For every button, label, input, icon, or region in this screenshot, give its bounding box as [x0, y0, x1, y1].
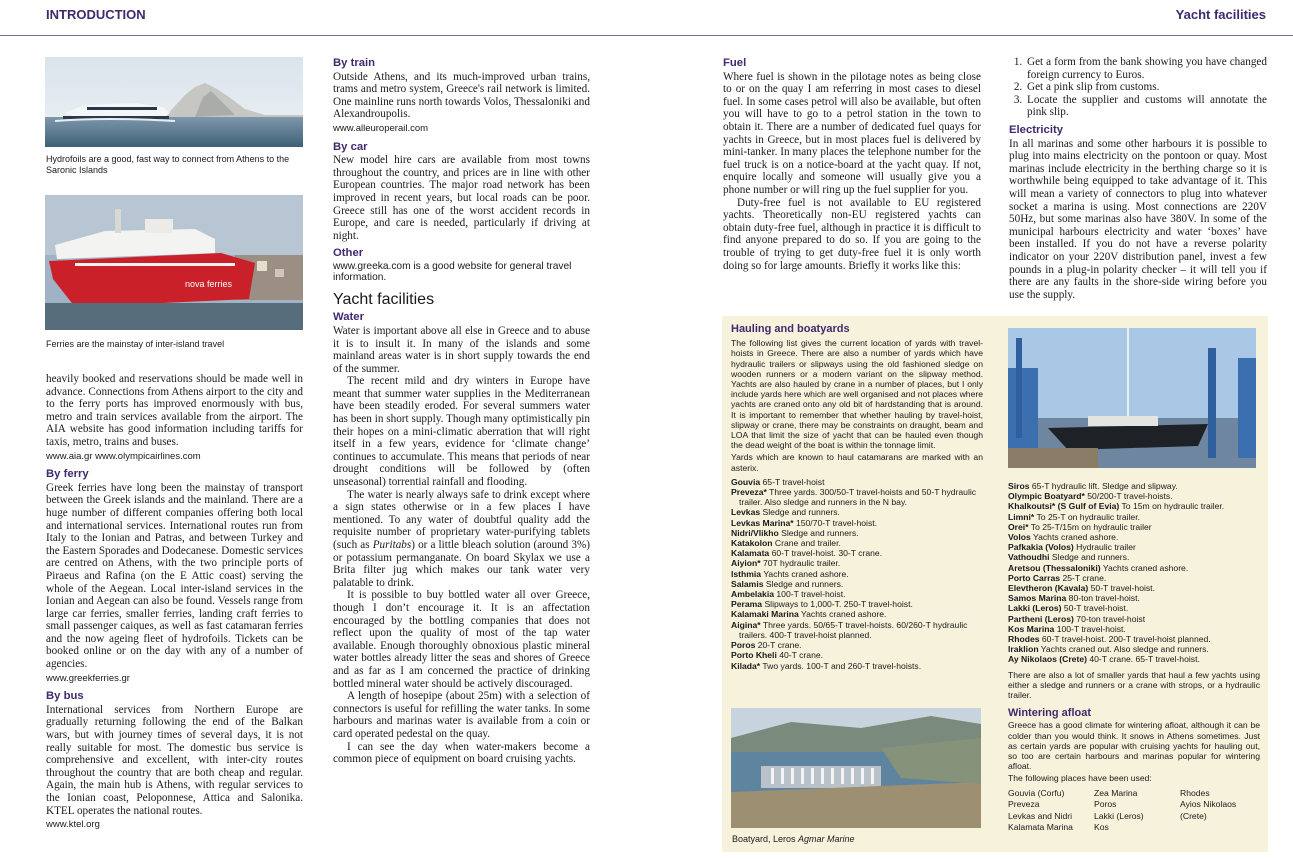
list-item: Preveza* Three yards. 300/50-T travel-hoists and 50-T hydraulic trailer. Also sledge and runners in the N bay. — [731, 487, 977, 508]
list-item: Khalkoutsi* (S Gulf of Evia) To 15m on hydraulic trailer. — [1008, 501, 1225, 512]
yard-list-right — [1008, 481, 1260, 665]
list-item: Levkas Sledge and runners. — [731, 507, 840, 518]
fuel-paragraph-1: Where fuel is shown in the pilotage notes as being close to or on the quay I am referring in most cases to diesel fuel. In some cases petrol will also be available, but often you will have to go to a petrol station in the town to obtain it. There are a number of dedicated fuel quays for yachts in Greece, but in most places fuel is delivered by mini-tanker. In many places the telephone number for the fuel truck is on a notice-board at the yacht quay. If not, enquire locally and someone will usually give you a phone number or will ring up the fuel supplier for you. — [723, 70, 981, 196]
box-right-column — [1008, 481, 1260, 834]
list-item: Olympic Boatyard* 50/200-T travel-hoists. — [1008, 491, 1173, 502]
bus-paragraph: International services from Northern Europe are gradually returning following the end of the Balkan wars, but with journey times of several days, it is not really suitable for most. The domestic bus service is comprehensive and excellent, with inter-city routes throughout the country that are both cheap and regular. Again, the main hub is Athens, with regular services to the Ionian coast, Peloponnese, Attica and Salonika. KTEL operates the national routes. — [46, 703, 303, 817]
smaller-yards-note: There are also a lot of smaller yards that haul a few yachts using either a sledge and runners or a crane with strops, or a hydraulic trailer. — [1008, 669, 1260, 701]
yard-list-left — [731, 477, 983, 671]
list-item: Nidri/Vlikho Sledge and runners. — [731, 527, 859, 538]
water-paragraph-3: The water is nearly always safe to drink except where a sign states otherwise or in a few places I have mentioned. To any water of doubtful quality add the requisite number of proprietary water-purifying tablets (such as Puritabs) or a little bleach solution (around 3%) or potassium permanganate. On board Skylax we use a Brita filter jug which makes our tank water very palatable to drink. — [333, 488, 590, 589]
list-item: Zea Marina — [1094, 787, 1138, 798]
ferry-link[interactable]: www.greekferries.gr — [46, 672, 130, 684]
list-item: Siros 65-T hydraulic lift. Sledge and slipway. — [1008, 481, 1178, 491]
list-item: Rhodes 60-T travel-hoist. 200-T travel-hoist planned. — [1008, 634, 1211, 645]
list-item: Rhodes — [1180, 787, 1210, 798]
column-4 — [1009, 56, 1267, 301]
fuel-paragraph-2: Duty-free fuel is not available to EU registered yachts. Theoretically non-EU registered yachts can obtain duty-free fuel, although in practice it is difficult to find anyone prepared to do so. If you are going to the trouble of trying to get duty-free fuel it is only worth doing so for large amounts. Briefly it works like this: — [723, 196, 981, 272]
other-heading: Other — [333, 247, 364, 260]
list-item: Orei* To 25-T/15m on hydraulic trailer — [1008, 521, 1152, 532]
boatyard-caption: Boatyard, Leros Agmar Marine — [732, 834, 855, 844]
train-link[interactable]: www.alleuroperail.com — [333, 122, 429, 134]
fuel-heading: Fuel — [723, 57, 747, 69]
train-paragraph: Outside Athens, and its much-improved urban trains, trams and metro system, Greece's rail network is limited. One mainline runs north towards Volos, Thessaloniki and Alexandroupolis. — [333, 70, 590, 121]
ferry-heading: By ferry — [46, 468, 89, 481]
list-item: Levkas Marina* 150/70-T travel-hoist. — [731, 517, 878, 528]
ferry-photo — [45, 195, 303, 330]
list-item: Porto Carras 25-T crane. — [1008, 572, 1107, 583]
water-paragraph-4: It is possible to buy bottled water all over Greece, though I don’t encourage it. It is an affectation encouraged by the bottling companies that does not reflect upon the quality of most of the tap water available. Enough thoroughly obnoxious plastic mineral water bottles already litter the seas and shores of Greece and as far as I am concerned the practice of drinking bottled mineral water should be actively discouraged. — [333, 589, 590, 690]
running-header-right: Yacht facilities — [1175, 7, 1266, 22]
list-item: Ay Nikolaos (Crete) 40-T crane. 65-T travel-hoist. — [1008, 654, 1200, 665]
list-item: Salamis Sledge and runners. — [731, 578, 844, 589]
car-paragraph: New model hire cars are available from most towns throughout the country, and prices are in line with other European countries. The major road network has been improved in recent years, but local roads can be poor. Greece still has one of the worst accident records in Europe, and care is needed, particularly if driving at night. — [333, 154, 590, 242]
list-item: Porto Kheli 40-T crane. — [731, 650, 824, 661]
wintering-places — [1008, 788, 1260, 834]
boatyard-leros-photo — [731, 708, 981, 828]
column-1 — [46, 373, 303, 836]
list-item: Aretsou (Thessaloniki) Yachts craned ashore. — [1008, 562, 1189, 573]
airport-paragraph: heavily booked and reservations should be made well in advance. Connections from Athens airport to the city and to the ferry ports has improved enormously with bus, metro and train services available from the airport. The AIA website has good information including tariffs for taxis, metro, trains and buses. — [46, 373, 303, 448]
water-paragraph-2: The recent mild and dry winters in Europe have meant that summer water supplies in the Mediterranean have been steadily eroded. For several summers water has been in short supply. Though many optimistically pin their hopes on a mini-climatic aberration that will right itself in a few years, evidence for ‘climate change’ continues to accumulate. This means that periods of near drought conditions will be followed by (often unseasonal) torrential rainfall and flooding. — [333, 375, 590, 489]
wintering-heading: Wintering afloat — [1008, 707, 1092, 720]
water-paragraph-1: Water is important above all else in Greece and to abuse it is to insult it. In many of the islands and some mainland areas water is in short supply towards the end of the summer. — [333, 324, 590, 375]
ferry-caption: Ferries are the mainstay of inter-island travel — [46, 339, 225, 349]
water-paragraph-5: A length of hosepipe (about 25m) with a selection of connectors is useful for refilling the water tanks. In some harbours and marinas water is available from a coin or card operated pedestal on the quay. — [333, 690, 590, 740]
other-paragraph: www.greeka.com is a good website for general travel information. — [333, 260, 572, 284]
list-item: Iraklion Yachts craned out. Also sledge and runners. — [1008, 644, 1209, 655]
list-item: Pafkakia (Volos) Hydraulic trailer — [1008, 542, 1136, 553]
ferry-hull-text: nova ferries — [185, 279, 233, 289]
list-item: Lakki (Leros) 50-T travel-hoist. — [1008, 603, 1129, 614]
car-heading: By car — [333, 140, 368, 153]
bus-heading: By bus — [46, 690, 84, 703]
list-item: Katakolon Crane and trailer. — [731, 538, 841, 549]
running-header-left: INTRODUCTION — [46, 7, 146, 22]
list-item: Perama Slipways to 1,000-T. 250-T travel-hoist. — [731, 599, 913, 610]
list-item: Isthmia Yachts craned ashore. — [731, 568, 849, 579]
list-item: Levkas and Nidri — [1008, 810, 1073, 821]
list-item: Preveza — [1008, 799, 1040, 810]
wintering-intro: The following places have been used: — [1008, 773, 1152, 784]
list-item: Samos Marina 80-ton travel-hoist. — [1008, 593, 1140, 604]
electricity-heading: Electricity — [1009, 123, 1064, 136]
list-item: Poros 20-T crane. — [731, 640, 802, 651]
step-item: 3. Locate the supplier and customs will annotate the pink slip. — [1025, 94, 1267, 119]
list-item: Aiyion* 70T hydraulic trailer. — [731, 558, 841, 569]
hauling-heading: Hauling and boatyards — [731, 323, 850, 335]
step-item: 2. Get a pink slip from customs. — [1025, 81, 1267, 94]
list-item: Kalamaki Marina Yachts craned ashore. — [731, 609, 887, 620]
electricity-paragraph: In all marinas and some other harbours it is possible to plug into mains electricity on the pontoon or quay. Most marinas include electricity in the berthing charge so it is worthwhile being equipped to take advantage of it. This will mean a variety of connectors to plug into whatever socket a marina is using. Most connections are 220V 50Hz, but some marinas also have 380V. In some of the municipal harbours electricity and water ‘boxes’ have been installed. If you do not have a reverse polarity indicator on your 220V distribution panel, invest a few pounds in a plug-in polarity checker – it will tell you if there are any faults in the shore-side wiring before you use the supply. — [1009, 137, 1267, 301]
hauling-intro: The following list gives the current location of yards with travel-hoists in Greece. There are also a number of yards which have hydraulic trailers or slipways using the old fashioned sledge on wooden runners or a modern variant on the slipway method. Yachts are also hauled by crane in a number of places, but I only include yards here which are well organised and not places where yachts are craned onto any old bit of hardstanding that is around. It is important to remember that whether hauling by travel-hoist, slipway or crane, there may be constraints on draught, beam and LOA that limit the size of yacht that can be hauled even though the dead weight of the boat is within the tonnage limit. — [731, 338, 983, 451]
water-paragraph-6: I can see the day when water-makers become a common piece of equipment on board cruising yachts. — [333, 740, 590, 766]
ferry-paragraph: Greek ferries have long been the mainstay of transport between the Greek islands and the mainland. There are a huge number of different companies offering both local and international services. International routes run from Italy to the Ionian and Patras, and between Turkey and the Eastern Sporades and Dodecanese. Domestic services are centred on Athens, with the two principle ports of Piraeus and Rafina (on the E Attic coast) serving the whole of the Aegean. Local inter-island services in the Ionian and Aegean can also be found. Vessels range from large car ferries, smaller ferries, landing craft ferries to small passenger caiques, as well as fast catamaran ferries and the now ageing fleet of hydrofoils. Tickets can be booked online or on the day with any of a number of agencies. — [46, 481, 303, 671]
list-item: Gouvia (Corfu) — [1008, 787, 1065, 798]
list-item: (Crete) — [1180, 810, 1207, 821]
header-rule — [0, 35, 1293, 36]
catamaran-note: Yards which are known to haul catamarans are marked with an asterix. — [731, 452, 983, 473]
hauling-boatyards-box — [722, 316, 1268, 852]
duty-free-steps — [1025, 56, 1267, 119]
list-item: Gouvia 65-T travel-hoist — [731, 476, 825, 487]
list-item: Kalamata Marina — [1008, 822, 1073, 833]
list-item: Kos — [1094, 822, 1109, 833]
list-item: Vathoudhi Sledge and runners. — [1008, 552, 1130, 563]
train-heading: By train — [333, 57, 376, 69]
list-item: Kilada* Two yards. 100-T and 260-T travel-hoists. — [731, 660, 922, 671]
section-title: Yacht facilities — [333, 290, 435, 308]
list-item: Ayios Nikolaos — [1180, 799, 1237, 810]
column-3 — [723, 52, 981, 272]
water-heading: Water — [333, 311, 364, 324]
hydrofoil-photo — [45, 57, 303, 147]
list-item: Poros — [1094, 799, 1117, 810]
list-item: Lakki (Leros) — [1094, 810, 1144, 821]
hydrofoil-caption: Hydrofoils are a good, fast way to connect from Athens to the Saronic Islands — [46, 154, 290, 175]
airport-links[interactable]: www.aia.gr www.olympicairlines.com — [46, 450, 201, 462]
list-item: Limni* To 25-T on hydraulic trailer. — [1008, 511, 1140, 522]
list-item: Kalamata 60-T travel-hoist. 30-T crane. — [731, 548, 883, 559]
list-item: Partheni (Leros) 70-ton travel-hoist — [1008, 613, 1146, 624]
list-item: Volos Yachts craned ashore. — [1008, 532, 1119, 543]
list-item: Kos Marina 100-T travel-hoist. — [1008, 623, 1126, 634]
box-left-column — [731, 324, 983, 671]
bus-link[interactable]: www.ktel.org — [46, 819, 100, 831]
column-2 — [333, 52, 590, 766]
list-item: Aigina* Three yards. 50/65-T travel-hoists. 60/260-T hydraulic trailers. 400-T travel-hoist planned. — [731, 619, 968, 640]
list-item: Elevtheron (Kavala) 50-T travel-hoist. — [1008, 583, 1155, 594]
boatyard-yacht-photo — [1008, 328, 1256, 468]
step-item: 1. Get a form from the bank showing you have changed foreign currency to Euros. — [1025, 56, 1267, 81]
list-item: Ambelakia 100-T travel-hoist. — [731, 589, 846, 600]
list-item — [1180, 822, 1260, 834]
wintering-paragraph: Greece has a good climate for wintering afloat, although it can be colder than you would think. It snows in Athens sometimes. Just as certain yards are popular with cruising yachts for hauling out, so too are certain harbours and marinas popular for wintering afloat. — [1008, 720, 1260, 772]
